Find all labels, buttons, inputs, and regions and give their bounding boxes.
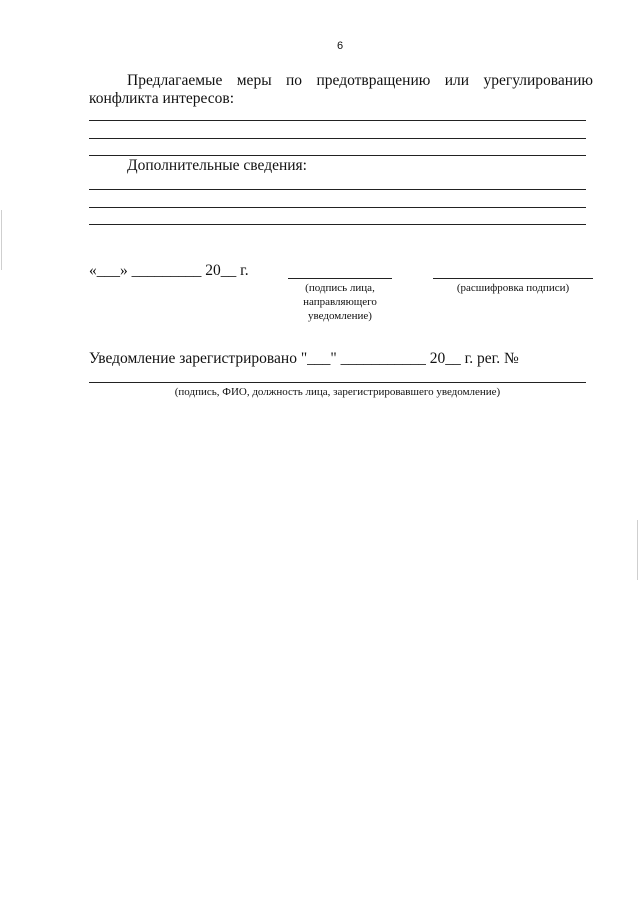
- measures-answer-line[interactable]: [89, 138, 586, 139]
- page-number: 6: [336, 40, 344, 52]
- registration-signature-line[interactable]: [89, 382, 586, 383]
- scan-edge-mark: [637, 520, 638, 580]
- measures-word: меры: [236, 72, 272, 89]
- measures-answer-line[interactable]: [89, 155, 586, 156]
- signature-caption-line: направляющего: [303, 296, 377, 308]
- measures-word: или: [444, 72, 470, 89]
- additional-info-answer-line[interactable]: [89, 224, 586, 225]
- measures-word: Предлагаемые: [127, 72, 223, 89]
- signature-decoding-line[interactable]: [433, 278, 593, 279]
- signature-caption-line: уведомление): [308, 310, 372, 322]
- registration-statement[interactable]: Уведомление зарегистрировано "___" ___________ 20__ г. рег. №: [89, 350, 519, 367]
- measures-answer-line[interactable]: [89, 120, 586, 121]
- additional-info-answer-line[interactable]: [89, 207, 586, 208]
- measures-heading-line: [127, 72, 593, 90]
- measures-word: урегулированию: [483, 72, 593, 89]
- signature-caption: [285, 281, 395, 323]
- registration-caption: (подпись, ФИО, должность лица, зарегистрировавшего уведомление): [174, 386, 501, 398]
- signature-caption-line: (подпись лица,: [305, 282, 375, 294]
- measures-word: предотвращению: [316, 72, 431, 89]
- measures-word: по: [286, 72, 303, 89]
- additional-info-label: Дополнительные сведения:: [127, 157, 307, 174]
- additional-info-answer-line[interactable]: [89, 189, 586, 190]
- date-field[interactable]: «___» _________ 20__ г.: [89, 262, 249, 279]
- scan-edge-mark: [1, 210, 2, 270]
- measures-heading-continuation: конфликта интересов:: [89, 90, 235, 107]
- signature-line[interactable]: [288, 278, 392, 279]
- signature-decoding-caption: (расшифровка подписи): [456, 282, 570, 294]
